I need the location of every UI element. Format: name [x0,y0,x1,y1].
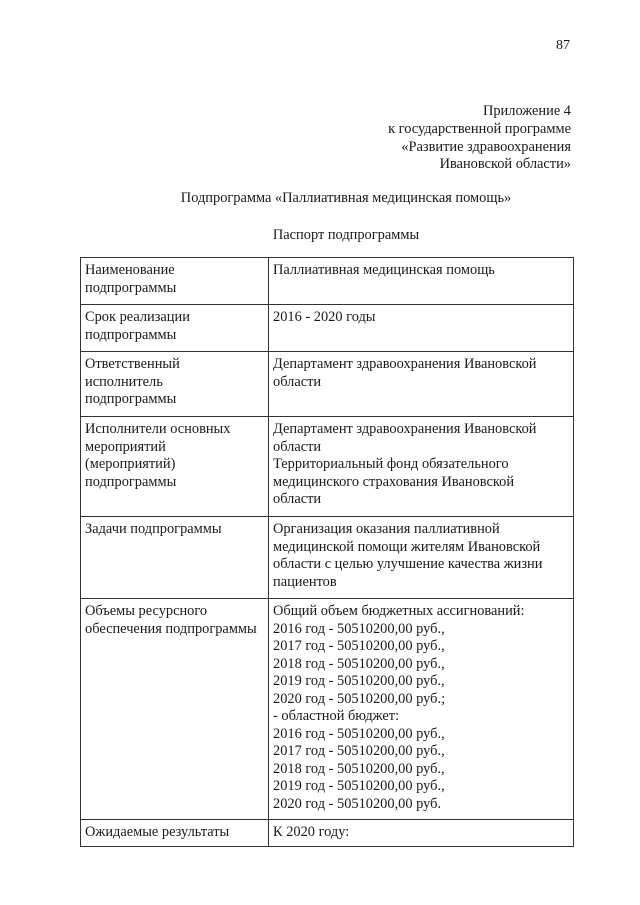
appendix-header: Приложение 4 к государственной программе «Развитие здравоохранения Ивановской области» [388,103,571,173]
row-value-funding: Общий объем бюджетных ассигнований: 2016 год - 50510200,00 руб., 2017 год - 50510200,00 руб., 2018 год - 50510200,00 руб., 2019 год - 50510200,00 руб., 2020 год - 50510200,00 руб.; - областной бюджет: 2016 год - 50510200,00 руб., 2017 год - 50510200,00 руб., 2018 год - 50510200,00 руб., 2019 год - 50510200,00 руб., 2020 год - 50510200,00 руб. [269,599,574,820]
table-row-responsible [81,352,574,417]
passport-table [80,257,574,847]
table-row-results [81,820,574,847]
table-row-tasks [81,517,574,599]
row-label-tasks: Задачи подпрограммы [81,517,269,599]
row-value-executors: Департамент здравоохранения Ивановской области Территориальный фонд обязательного медицинского страхования Ивановской области [269,417,574,517]
row-label-executors: Исполнители основных мероприятий (мероприятий) подпрограммы [81,417,269,517]
row-label-responsible: Ответственный исполнитель подпрограммы [81,352,269,417]
row-value-name: Паллиативная медицинская помощь [269,258,574,305]
table-row-executors [81,417,574,517]
row-label-term: Срок реализации подпрограммы [81,305,269,352]
row-value-results: К 2020 году: [269,820,574,847]
passport-title: Паспорт подпрограммы [272,227,420,243]
table-row-name [81,258,574,305]
row-label-funding: Объемы ресурсного обеспечения подпрограммы [81,599,269,820]
row-label-results: Ожидаемые результаты [81,820,269,847]
row-label-name: Наименование подпрограммы [81,258,269,305]
subprogram-title: Подпрограмма «Паллиативная медицинская помощь» [180,190,512,206]
table-row-term [81,305,574,352]
table-row-funding [81,599,574,820]
row-value-term: 2016 - 2020 годы [269,305,574,352]
row-value-responsible: Департамент здравоохранения Ивановской области [269,352,574,417]
row-value-tasks: Организация оказания паллиативной медицинской помощи жителям Ивановской области с целью улучшение качества жизни пациентов [269,517,574,599]
page-number: 87 [556,38,570,53]
